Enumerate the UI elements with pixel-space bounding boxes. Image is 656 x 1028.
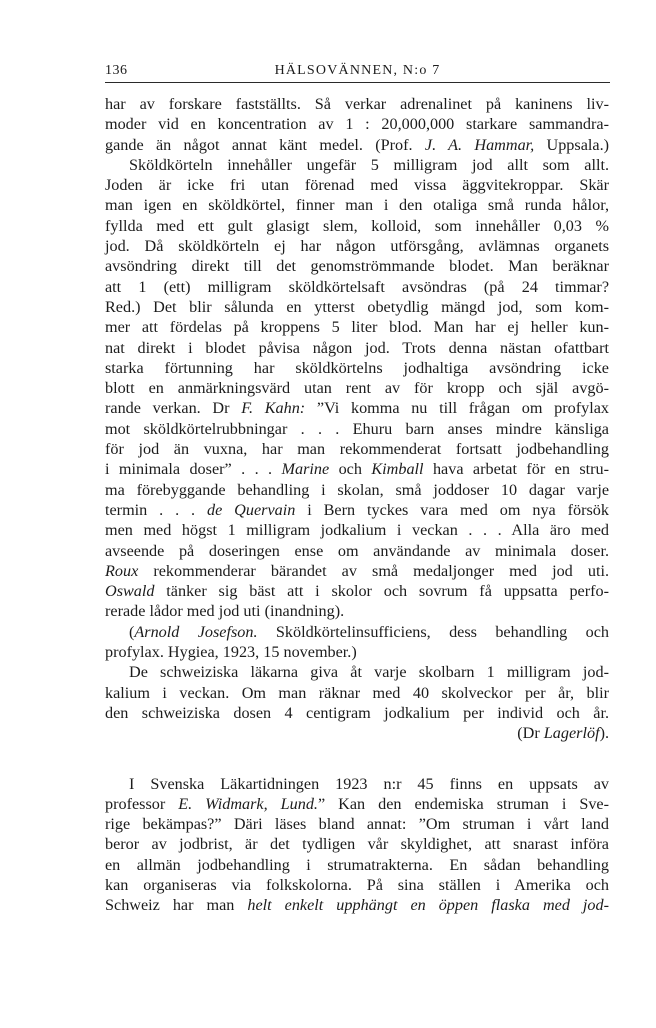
text-line: kan organiseras via folkskolorna. På sina ställen i Amerika och: [105, 875, 609, 894]
text-line: gande än något annat känt medel. (Prof. J. A. Hammar, Uppsala.): [105, 135, 610, 154]
running-title: HÄLSOVÄNNEN, N:o 7: [274, 63, 441, 78]
text-line: avsöndring direkt till det genomströmmande blodet. Man beräknar: [105, 257, 609, 276]
text-line: rande verkan. Dr F. Kahn: ”Vi komma nu till frågan om profylax: [105, 399, 609, 418]
text-line: jod. Då sköldkörteln ej har någon utförsgång, avlämnas organets: [105, 237, 609, 256]
text-line: De schweiziska läkarna giva åt varje skolbarn 1 milligram jod-: [129, 663, 609, 682]
text-line: nat direkt i blodet påvisa någon jod. Trots denna nästan ofattbart: [105, 338, 609, 357]
author-name: Lagerlöf: [543, 724, 600, 743]
text-line: den schweiziska dosen 4 centigram jodkalium per individ och år.: [105, 703, 609, 722]
author-name: Oswald: [105, 582, 155, 601]
text-line: Oswald tänker sig bäst att i skolor och sovrum få uppsatta perfo-: [105, 582, 609, 601]
body-text: [105, 94, 609, 916]
text-line: (Arnold Josefson. Sköldkörtelinsufficiens, dess behandling och: [129, 622, 609, 641]
author-name: F. Kahn:: [241, 399, 306, 418]
text-line: beror av jodbrist, är det tydligen vår skyldighet, att snarast införa: [105, 835, 609, 854]
text-line: fyllda med ett gult glasigt slem, kolloid, som innehåller 0,03 %: [105, 216, 609, 235]
page-number: 136: [105, 63, 128, 78]
text-line: Sköldkörteln innehåller ungefär 5 milligram jod allt som allt.: [129, 155, 609, 174]
text-line: ma förebyggande behandling i skolan, små joddoser 10 dagar varje: [105, 480, 609, 499]
page-header: [105, 60, 610, 83]
emphasis: helt enkelt upphängt en öppen flaska med jod-: [247, 896, 609, 915]
author-name: Arnold Josefson.: [134, 622, 258, 641]
author-name: de Quervain: [207, 500, 296, 519]
text-line: kalium i veckan. Om man räknar med 40 skolveckor per år, blir: [105, 683, 609, 702]
text-line: mot sköldkörtelrubbningar . . . Ehuru barn anses mindre känsliga: [105, 419, 609, 438]
text-line: termin . . . de Quervain i Bern tyckes vara med om nya försök: [105, 500, 609, 519]
author-name: J. A. Hammar,: [424, 135, 535, 154]
text-line: man igen en sköldkörtel, finner man i den otaliga små runda hålor,: [105, 196, 609, 215]
text-line: Joden är icke fri utan förenad med vissa äggvitekroppar. Skär: [105, 176, 609, 195]
text-line: rige bekämpas?” Däri läses bland annat: ”Om struman i vårt land: [105, 815, 609, 834]
author-name: Roux: [105, 561, 139, 580]
text-line: blott en anmärkningsvärd utan rent av för kropp och själ avgö-: [105, 379, 609, 398]
text-line: rerade lådor med jod uti (inandning).: [105, 602, 345, 621]
text-line: men med högst 1 milligram jodkalium i veckan . . . Alla äro med: [105, 521, 609, 540]
paragraph-gap: [105, 744, 609, 774]
author-name: Marine: [281, 460, 330, 479]
author-name: E. Widmark, Lund.: [178, 794, 318, 813]
text-line: för jod än vuxna, har man rekommenderat fortsatt jodbehandling: [105, 440, 609, 459]
text-line: att 1 (ett) milligram sköldkörtelsaft avsöndras (på 24 timmar?: [105, 277, 609, 296]
text-line: en allmän jodbehandling i strumatrakterna. En sådan behandling: [105, 855, 609, 874]
text-line: mer att fördelas på kroppens 5 liter blod. Man har ej heller kun-: [105, 318, 609, 337]
text-line: Roux rekommenderar bärandet av små medaljonger med jod uti.: [105, 561, 609, 580]
text-line: starka förtunning har sköldkörtelns jodhaltiga avsöndring icke: [105, 358, 609, 377]
text-line: har av forskare fastställts. Så verkar adrenalinet på kaninens liv-: [105, 95, 609, 113]
text-line: I Svenska Läkartidningen 1923 n:r 45 finns en uppsats av: [129, 774, 609, 793]
text-line: Red.) Det blir sålunda en ytterst obetydlig mängd jod, som kom-: [105, 297, 609, 316]
text-line: (Dr Lagerlöf).: [517, 724, 609, 743]
text-line: moder vid en koncentration av 1 : 20,000,000 starkare sammandra-: [105, 115, 609, 134]
text-line: Schweiz har man helt enkelt upphängt en öppen flaska med jod-: [105, 896, 609, 915]
text-line: professor E. Widmark, Lund.” Kan den endemiska struman i Sve-: [105, 794, 609, 813]
text-line: profylax. Hygiea, 1923, 15 november.): [105, 643, 357, 662]
text-line: avseende på doseringen ense om användande av minimala doser.: [105, 541, 609, 560]
text-line: i minimala doser” . . . Marine och Kimball hava arbetat för en stru-: [105, 460, 610, 479]
author-name: Kimball: [371, 460, 424, 479]
